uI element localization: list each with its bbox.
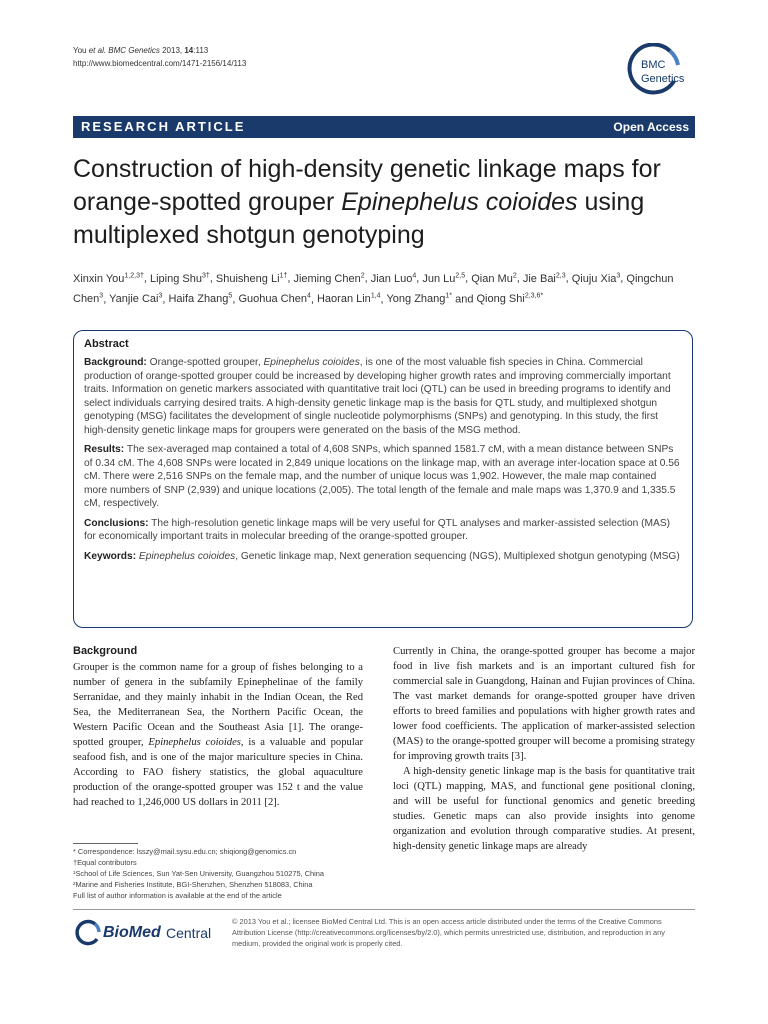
abstract-conclusions bbox=[84, 517, 682, 544]
logo-text-genetics: Genetics bbox=[641, 73, 685, 85]
background-text-pre: Orange-spotted grouper, bbox=[146, 357, 264, 368]
footnote-aff1: ¹School of Life Sciences, Sun Yat-Sen University, Guangzhou 510275, China bbox=[73, 869, 325, 878]
author bbox=[238, 293, 310, 305]
author-affiliation: 2 bbox=[360, 272, 365, 279]
author-affiliation: 3† bbox=[201, 272, 210, 279]
biomed-central-logo bbox=[73, 919, 223, 949]
author-name: Jun Lu bbox=[422, 272, 456, 285]
author-affiliation: 3 bbox=[616, 272, 621, 279]
author-name: Qingchun Chen bbox=[73, 272, 674, 306]
keywords-label: Keywords: bbox=[84, 550, 137, 562]
author bbox=[422, 273, 465, 285]
footnote-full-list: Full list of author information is available at the end of the article bbox=[73, 891, 282, 900]
citation bbox=[73, 44, 246, 70]
paragraph-text-pre: Grouper is the common name for a group of fishes belonging to a number of genera in the subfamily Epinephelinae of the family Serranidae, and they mainly inhabit in the Indian Ocean, the Red Sea, the Mediterranean Sea, the Northern Pacific Ocean, the Western Pacific Ocean and the Southeast Asia [1]. The orange-spotted grouper, bbox=[73, 662, 363, 748]
author-affiliation: 2 bbox=[512, 272, 517, 279]
author bbox=[523, 273, 566, 285]
logo-text-bmc: BMC bbox=[641, 59, 666, 71]
author-affiliation: 2,3,6* bbox=[524, 292, 544, 300]
results-label: Results: bbox=[84, 444, 125, 455]
citation-page: :113 bbox=[193, 46, 209, 55]
footnotes bbox=[73, 846, 373, 901]
citation-volume: 14 bbox=[184, 46, 194, 55]
author-name: Qian Mu bbox=[471, 272, 513, 285]
keywords-species: Epinephelus coioides bbox=[136, 550, 236, 562]
author bbox=[477, 293, 544, 305]
author bbox=[317, 293, 381, 305]
author-name: Yong Zhang bbox=[386, 293, 446, 306]
author-name: Qiuju Xia bbox=[571, 272, 617, 285]
author bbox=[293, 273, 364, 285]
body-paragraph: Currently in China, the orange-spotted grouper has become a major food in live fish markets and is an important cultured fish for commercial sale in Guangdong, Hainan and Fujian provinces of China. The vast market demands for orange-spotted grouper have driven efforts to breed families and populations with higher growth rates and lower food coefficients. The application of marker-assisted selection (MAS) to the orange-spotted grouper will become a promising strategy for improving growth traits [3]. bbox=[393, 646, 695, 762]
author bbox=[572, 273, 621, 285]
title-part1: Construction of high-density genetic linkage maps for orange-spotted grouper bbox=[73, 155, 661, 216]
citation-author: You bbox=[73, 46, 89, 55]
author bbox=[73, 273, 144, 285]
open-access-label: Open Access bbox=[613, 120, 689, 134]
title-species: Epinephelus coioides bbox=[341, 188, 578, 216]
citation-journal: et al. BMC Genetics bbox=[88, 46, 160, 55]
biomed-logo-icon bbox=[73, 919, 101, 947]
author-affiliation: 4 bbox=[306, 292, 311, 300]
footnote-aff2: ²Marine and Fisheries Institute, BGI-Shenzhen, Shenzhen 518083, China bbox=[73, 880, 313, 889]
author-affiliation: 4 bbox=[412, 272, 417, 279]
logo-text-biomed: BioMed bbox=[103, 924, 161, 941]
author-name: Liping Shu bbox=[149, 272, 202, 285]
paragraph-text-post: , is a valuable and popular seafood fish, and is one of the major mariculture species in China. According to FAO fishery statistics, the global aquaculture production of the orange-spotted grouper was 152 t and the value had reached to 1,246,000 US dollars in 2011 [2]. bbox=[73, 737, 363, 808]
citation-url[interactable]: http://www.biomedcentral.com/1471-2156/14/113 bbox=[73, 59, 247, 68]
abstract-keywords bbox=[84, 550, 682, 564]
body-paragraph bbox=[73, 660, 363, 810]
author-affiliation: 1,4 bbox=[370, 292, 381, 300]
author-affiliation: 5 bbox=[228, 292, 233, 300]
author bbox=[150, 273, 210, 285]
section-heading-background: Background bbox=[73, 645, 138, 657]
body-column-right bbox=[393, 644, 695, 854]
paragraph-species: Epinephelus coioides bbox=[148, 737, 241, 748]
footnote-divider bbox=[73, 843, 138, 844]
author-affiliation: 1* bbox=[445, 292, 453, 300]
body-column-left bbox=[73, 644, 363, 810]
logo-text-central: Central bbox=[166, 925, 212, 941]
bmc-logo-icon bbox=[622, 43, 685, 101]
author-name: Qiong Shi bbox=[476, 293, 525, 306]
author-affiliation: 3 bbox=[99, 292, 104, 300]
author-name: Haifa Zhang bbox=[168, 293, 229, 306]
author bbox=[386, 293, 452, 305]
author-name: Yanjie Cai bbox=[109, 293, 159, 306]
author-affiliation: 2,3 bbox=[555, 272, 566, 279]
footer-divider bbox=[73, 909, 695, 910]
conclusions-text: The high-resolution genetic linkage maps will be very useful for QTL analyses and marker-assisted selection (MAS) for economically important traits in molecular breeding of the orange-spotted grouper. bbox=[84, 517, 671, 542]
footnote-correspondence: * Correspondence: lsszy@mail.sysu.edu.cn; shiqiong@genomics.cn bbox=[73, 847, 297, 856]
body-paragraph: A high-density genetic linkage map is the basis for quantitative trait loci (QTL) mapping, MAS, and functional gene positional cloning, and will be useful for functional genomics and genetic breeding studies. Genetic maps can also provide insights into genome organization and evolution through comparative studies. At present, high-density genetic linkage maps are already bbox=[393, 766, 695, 852]
background-species: Epinephelus coioides bbox=[263, 357, 360, 368]
author-affiliation: 3 bbox=[158, 292, 163, 300]
background-text-post: , is one of the most valuable fish species in China. Commercial production of orange-spotted grouper could be increased by developing higher growth rates and improving commercially important traits. Information on genetic markers associated with quantitative trait loci (QTL) can be used in breeding programs to identify and select individuals carrying desired traits. A high-density genetic linkage map is the basis for QTL study, and multiplexed shotgun genotyping (MSG) facilitates the development of single nucleotide polymorphisms (SNPs) and genotyping. In this study, the first high-density genetic linkage maps for groupers were generated on the basis of the MSG method. bbox=[84, 357, 671, 436]
keywords-text: , Genetic linkage map, Next generation sequencing (NGS), Multiplexed shotgun genotyping (MSG) bbox=[235, 550, 680, 562]
abstract-background bbox=[84, 356, 682, 437]
license-text: © 2013 You et al.; licensee BioMed Central Ltd. This is an open access article distributed under the terms of the Creative Commons Attribution License (http://creativecommons.org/licenses/by/2.0), which permits unrestricted use, distribution, and reproduction in any medium, provided the original work is properly cited. bbox=[232, 917, 665, 948]
author bbox=[371, 273, 417, 285]
article-type: RESEARCH ARTICLE bbox=[81, 119, 246, 134]
author bbox=[168, 293, 232, 305]
author-name: Jieming Chen bbox=[293, 272, 361, 285]
author bbox=[216, 273, 287, 285]
author-list: Xinxin You$^{1,2,3\dagger}$, Liping Shu$^{3\dagger}$, Shuisheng $Li^{1\dagger}$, Jieming Chen$^2$, Jian Luo$^4$, Jun Lu$^{2,5}$, Qian Mu$^2$, Jie Bai$^{2,3}$, Qiuju Xia$^3$, Qingchun Chen$^3$, Yanjie Cai$^3$, Haifa Zhang$^5$, Guohua Chen$^4$, Haoran Lin$^{1,4}$, Yong Zhang$^{1*}$ and Qiong Shi$^{2,3,6*}$ bbox=[73, 272, 674, 306]
author-affiliation: 1,2,3† bbox=[124, 272, 144, 279]
author-name: Shuisheng Li bbox=[215, 272, 280, 285]
citation-year: 2013, bbox=[159, 46, 185, 55]
title-part2: using multiplexed shotgun genotyping bbox=[73, 188, 645, 249]
author-name: Jian Luo bbox=[370, 272, 413, 285]
article-type-banner bbox=[73, 116, 695, 138]
author-name: Haoran Lin bbox=[316, 293, 371, 306]
author-affiliation: 1† bbox=[279, 272, 288, 279]
conclusions-label: Conclusions: bbox=[84, 517, 149, 529]
background-label: Background: bbox=[84, 357, 147, 368]
bmc-genetics-logo bbox=[622, 43, 702, 99]
author-name: Xinxin You bbox=[73, 272, 125, 285]
author-name: Guohua Chen bbox=[238, 293, 307, 306]
author-affiliation: 2,5 bbox=[455, 272, 466, 279]
results-text: The sex-averaged map contained a total of 4,608 SNPs, which spanned 1581.7 cM, with a mean distance between SNPs of 0.34 cM. The 4,608 SNPs were located in 2,849 unique locations on the linkage map, with an average inter-location space at 0.56 cM. There were 2,516 SNPs on the female map, and the number of unique locus was 1,902. However, the male map contained more numbers of SNP (2,939) and unique locations (2,005). The total length of the female and male maps was 1,370.9 and 1,335.5 cM, respectively. bbox=[84, 444, 680, 509]
author-name: Jie Bai bbox=[522, 272, 556, 285]
abstract-heading: Abstract bbox=[84, 338, 129, 350]
abstract-box bbox=[73, 330, 693, 628]
author bbox=[109, 293, 162, 305]
author bbox=[471, 273, 516, 285]
abstract-results bbox=[84, 443, 682, 511]
article-title bbox=[73, 153, 703, 252]
footnote-equal: †Equal contributors bbox=[73, 858, 137, 867]
